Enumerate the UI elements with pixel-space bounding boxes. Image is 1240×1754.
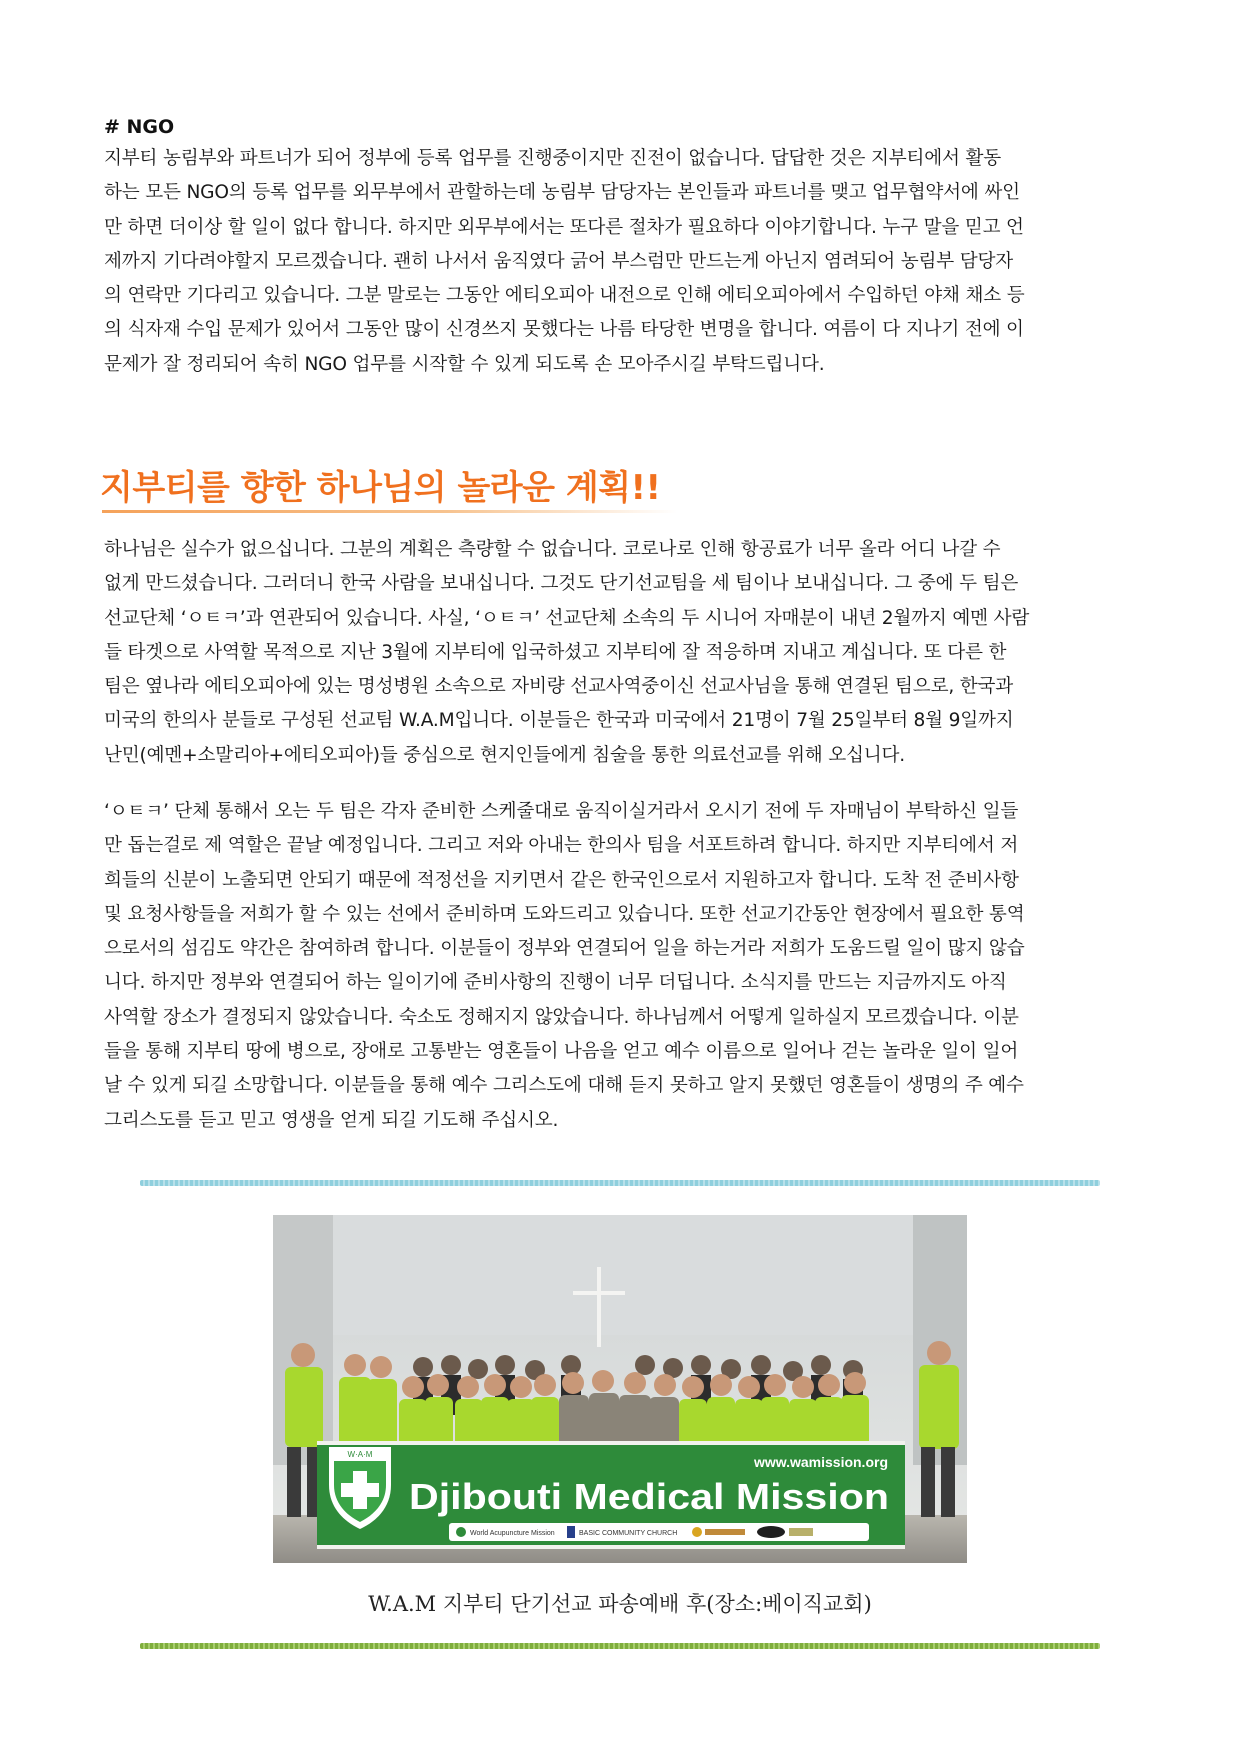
photo-caption: W.A.M 지부티 단기선교 파송예배 후(장소:베이직교회): [368, 1592, 872, 1616]
sponsor-2: BASIC COMMUNITY CHURCH: [579, 1530, 678, 1537]
title-underline: [102, 510, 677, 513]
text-line: 제까지 기다려야할지 모르겠습니다. 괜히 나서서 움직였다 긁어 부스럼만 만드는게 아닌지 염려되어 농림부 담당자: [104, 250, 1014, 272]
text-line: 문제가 잘 정리되어 속히 NGO 업무를 시작할 수 있게 되도록 손 모아주시길 부탁드립니다.: [104, 353, 825, 375]
plan-paragraph-2: [104, 795, 1136, 1138]
divider-blue: [140, 1180, 1100, 1186]
text-line: 들을 통해 지부티 땅에 병으로, 장애로 고통받는 영혼들이 나음을 얻고 예수 이름으로 일어나 걷는 놀라운 일이 일어: [104, 1041, 1019, 1063]
text-line: 희들의 신분이 노출되면 안되기 때문에 적정선을 지키면서 같은 한국인으로서 지원하고자 합니다. 도착 전 준비사항: [104, 869, 1019, 891]
text-line: 사역할 장소가 결정되지 않았습니다. 숙소도 정해지지 않았습니다. 하나님께서 어떻게 일하실지 모르겠습니다. 이분: [104, 1006, 1019, 1028]
text-line: 의 연락만 기다리고 있습니다. 그분 말로는 그동안 에티오피아 내전으로 인해 에티오피아에서 수입하던 야채 채소 등: [104, 285, 1025, 307]
text-line: 미국의 한의사 분들로 구성된 선교팀 W.A.M입니다. 이분들은 한국과 미국에서 21명이 7월 25일부터 8월 9일까지: [104, 710, 1014, 732]
team-photo: [273, 1215, 967, 1563]
ngo-paragraph: [104, 142, 1136, 382]
text-line: 난민(예멘+소말리아+에티오피아)들 중심으로 현지인들에게 침술을 통한 의료선교를 위해 오십니다.: [104, 744, 906, 766]
ngo-heading: # NGO: [104, 116, 175, 138]
text-line: 만 하면 더이상 할 일이 없다 합니다. 하지만 외무부에서는 또다른 절차가 필요하다 이야기합니다. 누구 말을 믿고 언: [104, 216, 1024, 238]
text-line: 만 돕는걸로 제 역할은 끝날 예정입니다. 그리고 저와 아내는 한의사 팀을 서포트하려 합니다. 하지만 지부티에서 저: [104, 835, 1019, 857]
text-line: 의 식자재 수입 문제가 있어서 그동안 많이 신경쓰지 못했다는 나름 타당한 변명을 합니다. 여름이 다 지나기 전에 이: [104, 319, 1024, 341]
text-line: 니다. 하지만 정부와 연결되어 하는 일이기에 준비사항의 진행이 너무 더딥니다. 소식지를 만드는 지금까지도 아직: [104, 972, 1007, 994]
plan-paragraph-1: [104, 533, 1136, 773]
text-line: 날 수 있게 되길 소망합니다. 이분들을 통해 예수 그리스도에 대해 듣지 못하고 알지 못했던 영혼들이 생명의 주 예수: [104, 1075, 1024, 1097]
text-line: 그리스도를 듣고 믿고 영생을 얻게 되길 기도해 주십시오.: [104, 1109, 559, 1131]
text-line: 선교단체 ‘ㅇㅌㅋ’과 연관되어 있습니다. 사실, ‘ㅇㅌㅋ’ 선교단체 소속의 두 시니어 자매분이 내년 2월까지 예멘 사람: [104, 607, 1030, 629]
text-line: ‘ㅇㅌㅋ’ 단체 통해서 오는 두 팀은 각자 준비한 스케줄대로 움직이실거라서 오시기 전에 두 자매님이 부탁하신 일들: [104, 801, 1019, 822]
banner-logo-text: W·A·M: [347, 1450, 373, 1459]
text-line: 들 타겟으로 사역할 목적으로 지난 3월에 지부티에 입국하셨고 지부티에 잘 적응하며 지내고 계십니다. 또 다른 한: [104, 641, 1007, 663]
text-line: 없게 만드셨습니다. 그러더니 한국 사람을 보내십니다. 그것도 단기선교팀을 세 팀이나 보내십니다. 그 중에 두 팀은: [104, 573, 1019, 595]
wam-sponsor-icon: [456, 1527, 466, 1537]
divider-green: [140, 1643, 1100, 1649]
banner-title: Djibouti Medical Mission: [409, 1476, 889, 1517]
text-line: 하는 모든 NGO의 등록 업무를 외무부에서 관할하는데 농림부 담당자는 본인들과 파트너를 맺고 업무협약서에 싸인: [104, 182, 1020, 204]
sponsor-3-logo: [692, 1527, 702, 1537]
text-line: 및 요청사항들을 저희가 할 수 있는 선에서 준비하며 도와드리고 있습니다. 또한 선교기간동안 현장에서 필요한 통역: [104, 903, 1025, 925]
banner-url: www.wamission.org: [753, 1454, 888, 1470]
church-sponsor-icon: [567, 1526, 575, 1538]
sponsor-4-wordmark: [789, 1528, 813, 1536]
mission-banner: [317, 1441, 905, 1549]
sponsor-4-logo: [757, 1526, 785, 1538]
text-line: 팀은 옆나라 에티오피아에 있는 명성병원 소속으로 자비량 선교사역중이신 선교사님을 통해 연결된 팀으로, 한국과: [104, 676, 1014, 698]
text-line: 지부티 농림부와 파트너가 되어 정부에 등록 업무를 진행중이지만 진전이 없습니다. 답답한 것은 지부티에서 활동: [104, 148, 1001, 169]
text-line: 하나님은 실수가 없으십니다. 그분의 계획은 측량할 수 없습니다. 코로나로 인해 항공료가 너무 올라 어디 나갈 수: [104, 539, 1001, 560]
section-title: 지부티를 향한 하나님의 놀라운 계획!!: [100, 468, 661, 508]
sponsor-1: World Acupuncture Mission: [470, 1530, 555, 1537]
text-line: 으로서의 섬김도 약간은 참여하려 합니다. 이분들이 정부와 연결되어 일을 하는거라 저희가 도움드릴 일이 많지 않습: [104, 938, 1025, 960]
sponsor-3-wordmark: [705, 1529, 745, 1535]
